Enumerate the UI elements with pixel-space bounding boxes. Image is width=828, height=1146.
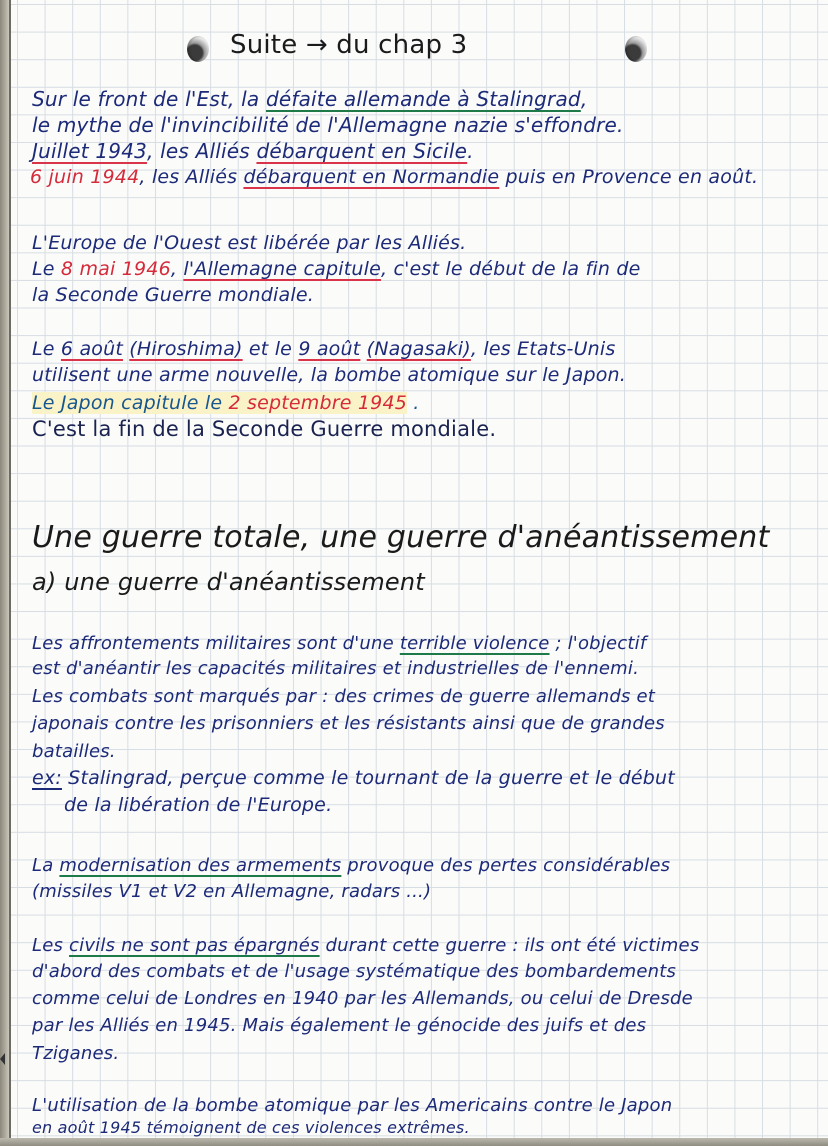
notebook-binding xyxy=(0,0,9,1146)
subsection-heading: a) une guerre d'anéantissement xyxy=(32,568,425,596)
text-line: Juillet 1943, les Alliés débarquent en Sicile. xyxy=(32,139,474,163)
underlined-key-phrase: modernisation des armements xyxy=(59,855,342,876)
text-line: comme celui de Londres en 1940 par les Allemands, ou celui de Dresde xyxy=(32,988,693,1009)
text-line: d'abord des combats et de l'usage systématique des bombardements xyxy=(32,961,677,982)
binder-ring-hole-left xyxy=(187,36,209,62)
section-heading: Une guerre totale, une guerre d'anéantissement xyxy=(32,520,770,555)
text-line: Le 8 mai 1946, l'Allemagne capitule, c'est le début de la fin de xyxy=(32,258,641,280)
binder-ring-hole-right xyxy=(625,36,647,62)
text-line: C'est la fin de la Seconde Guerre mondiale. xyxy=(32,417,497,441)
text-line: Les affrontements militaires sont d'une terrible violence ; l'objectif xyxy=(32,633,647,654)
underlined-key-phrase: civils ne sont pas épargnés xyxy=(69,935,320,956)
text-line: japonais contre les prisonniers et les résistants ainsi que de grandes xyxy=(32,713,665,734)
underlined-key-phrase: terrible violence xyxy=(399,633,550,654)
text-line: ex: Stalingrad, perçue comme le tournant de la guerre et le début xyxy=(32,767,675,789)
text-line: L'Europe de l'Ouest est libérée par les Alliés. xyxy=(32,232,467,254)
text-line: La modernisation des armements provoque des pertes considérables xyxy=(32,855,671,876)
date-red: 6 juin 1944 xyxy=(30,166,140,188)
text-line: la Seconde Guerre mondiale. xyxy=(32,284,314,306)
text-line: est d'anéantir les capacités militaires et industrielles de l'ennemi. xyxy=(32,658,639,679)
text-line: Le 6 août (Hiroshima) et le 9 août (Nagasaki), les Etats-Unis xyxy=(32,338,616,360)
text-line: (missiles V1 et V2 en Allemagne, radars ...) xyxy=(32,881,432,902)
text-line: L'utilisation de la bombe atomique par les Americains contre le Japon xyxy=(32,1095,673,1116)
place-underlined: (Nagasaki) xyxy=(366,338,471,360)
text-line: en août 1945 témoignent de ces violences extrêmes. xyxy=(32,1118,470,1137)
example-label: ex: xyxy=(32,767,62,789)
highlight: Le Japon capitule le 2 septembre 1945 xyxy=(32,392,408,414)
text-line: Les combats sont marqués par : des crimes de guerre allemands et xyxy=(32,686,656,707)
page-title: Suite → du chap 3 xyxy=(230,30,468,60)
text-line: Sur le front de l'Est, la défaite allemande à Stalingrad, xyxy=(32,87,588,111)
text-line: 6 juin 1944, les Alliés débarquent en Normandie puis en Provence en août. xyxy=(30,166,759,188)
text-line: le mythe de l'invincibilité de l'Allemagne nazie s'effondre. xyxy=(32,113,624,137)
date-red: 2 septembre 1945 xyxy=(228,392,408,414)
underlined-key-phrase: débarquent en Normandie xyxy=(243,166,500,188)
page-edge-marker xyxy=(0,1053,5,1065)
date-red: 8 mai 1946 xyxy=(60,258,171,280)
page-bottom-edge xyxy=(0,1138,828,1146)
text-line: Tziganes. xyxy=(32,1043,120,1064)
date-underlined: Juillet 1943 xyxy=(32,139,148,163)
date-underlined: 9 août xyxy=(298,338,361,360)
underlined-key-phrase: l'Allemagne capitule xyxy=(183,258,381,280)
text-line: batailles. xyxy=(32,741,116,762)
text-line: de la libération de l'Europe. xyxy=(64,794,333,816)
text-line: Les civils ne sont pas épargnés durant cette guerre : ils ont été victimes xyxy=(32,935,700,956)
date-underlined: 6 août xyxy=(60,338,124,360)
place-underlined: (Hiroshima) xyxy=(129,338,243,360)
text-line: utilisent une arme nouvelle, la bombe atomique sur le Japon. xyxy=(32,364,627,386)
highlighted-text-line: Le Japon capitule le 2 septembre 1945 . xyxy=(32,392,420,414)
underlined-key-phrase: défaite allemande à Stalingrad xyxy=(265,87,581,111)
text-line: par les Alliés en 1945. Mais également le génocide des juifs et des xyxy=(32,1015,647,1036)
underlined-key-phrase: débarquent en Sicile xyxy=(256,139,468,163)
